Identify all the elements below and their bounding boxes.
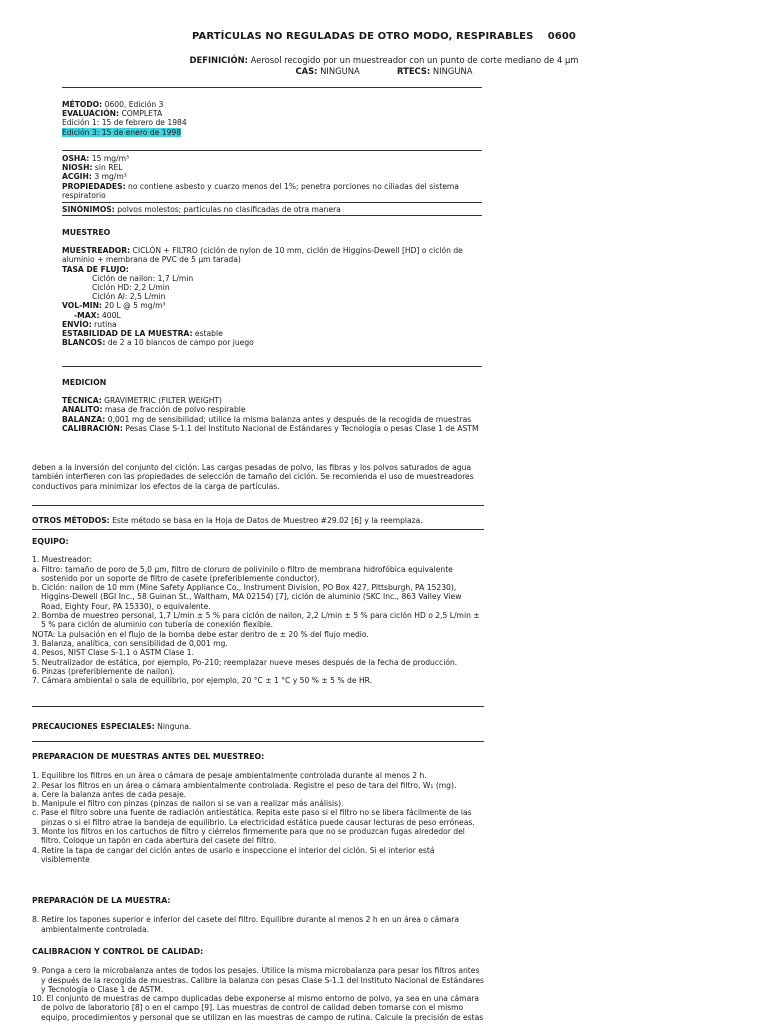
calibracion-label: CALIBRACIÓN: <box>62 423 123 433</box>
estabilidad-label: ESTABILIDAD DE LA MUESTRA: <box>62 329 193 339</box>
divider <box>32 529 484 530</box>
precauciones-value: Ninguna. <box>157 722 192 731</box>
osha-value: 15 mg/m³ <box>91 154 130 163</box>
calibration-block <box>32 947 484 1024</box>
balanza-label: BALANZA: <box>62 414 106 424</box>
tasa-item: Ciclón Al: 2,5 L/min <box>92 292 166 302</box>
exposure-limits-block <box>62 154 484 200</box>
envio-value: rutina <box>94 319 117 329</box>
divider <box>62 215 482 216</box>
rtecs-label: RTECS: <box>397 66 431 76</box>
prep-item: c. Pase el filtro sobre una fuente de radiación antiestática. Repita este paso si el filtro no se libera fácilmente de las pinzas o si el filtro atrae la bandeja de equilibrio. La electricidad estática puede causar lecturas de peso erróneas. <box>32 808 475 827</box>
volmax-label: -MAX: <box>74 310 100 320</box>
sinonimos-label: SINÓNIMOS: <box>62 205 115 214</box>
method-number: 0600 <box>547 31 576 42</box>
prep-item: 2. Pesar los filtros en un área o cámara ambientalmente controlada. Registre el peso de tara del filtro, W₁ (mg). <box>32 780 457 790</box>
propiedades-label: PROPIEDADES: <box>62 181 126 191</box>
edicion-1: Edición 1: 15 de febrero de 1984 <box>62 118 187 128</box>
niosh-value: sin REL <box>94 163 123 173</box>
tasa-label: TASA DE FLUJO: <box>62 264 129 274</box>
propiedades-value: no contiene asbesto y cuarzo menos del 1%; penetra porciones no ciliadas del sistema respiratorio <box>62 181 459 200</box>
divider <box>32 505 484 506</box>
equipo-item: 2. Bomba de muestreo personal, 1,7 L/min ± 5 % para ciclón de nailon, 2,2 L/min ± 5 % para ciclón HD o 2,5 L/min ± 5 % para ciclón de aluminio con tubería de conexión flexible. <box>32 611 480 630</box>
muestreador-value: CICLÓN + FILTRO (ciclón de nylon de 10 mm, ciclón de Higgins-Dewell [HD] o ciclón de aluminio + membrana de PVC de 5 µm tarada) <box>62 246 463 265</box>
edicion-3-highlighted: Edición 3: 15 de enero de 1998 <box>62 127 182 137</box>
other-methods-block <box>32 516 484 525</box>
osha-label: OSHA: <box>62 154 90 163</box>
calibracion-item: 9. Ponga a cero la microbalanza antes de todos los pesajes. Utilice la misma microbalanza para pesar los filtros antes y después de la recogida de muestras. Calibre la balanza con pesas Clase S-1.1 del Instituto Nacional de Estándares y Tecnología o Clase 1 de ASTM. <box>32 966 484 994</box>
estabilidad-value: estable <box>194 329 223 339</box>
calibracion-item: 10. El conjunto de muestras de campo duplicadas debe exponerse al mismo entorno de polvo, ya sea en una cámara de polvo de laboratorio [8] o en el campo [9]. Las muestras de control de calidad deben tomarse con el mismo equipo, procedimientos y personal que se utilizan en las muestras de campo de rutina. Calcule la precisión de estas <box>32 994 484 1022</box>
sampling-block <box>62 228 484 347</box>
sinonimos-value: polvos molestos; partículas no clasificadas de otra manera <box>117 205 341 214</box>
document-title <box>0 31 768 42</box>
analito-value: masa de fracción de polvo respirable <box>104 405 246 415</box>
cas-value: NINGUNA <box>320 66 360 76</box>
equipo-item: b. Ciclón: nailon de 10 mm (Mine Safety Appliance Co., Instrument Division, PO Box 427, Pittsburgh, PA 15230), Higgins-Dewell (BGI Inc., 58 Guinan St., Waltham, MA 02154) [7], ciclón de aluminio (SKC Inc., 863 Valley View Road, Eighty Four, PA 15330), o equivalente. <box>32 583 462 611</box>
divider <box>62 366 482 367</box>
title-text: PARTÍCULAS NO REGULADAS DE OTRO MODO, RESPIRABLES <box>192 31 534 42</box>
muestreador-label: MUESTREADOR: <box>62 246 131 256</box>
metodo-label: MÉTODO: <box>62 100 103 109</box>
synonyms-block <box>62 205 484 214</box>
prep-item: 4. Retire la tapa de cangar del ciclón antes de usarlo e inspeccione el interior del ciclón. Si el interior está visiblemente <box>32 845 435 864</box>
metodo-value: 0600, Edición 3 <box>104 100 164 109</box>
blancos-label: BLANCOS: <box>62 338 106 348</box>
tasa-item: Ciclón de nailon: 1,7 L/min <box>92 273 194 283</box>
prep-item: 1. Equilibre los filtros en un área o cámara de pesaje ambientalmente controlada durante al menos 2 h. <box>32 771 427 781</box>
envio-label: ENVÍO: <box>62 319 92 329</box>
acgih-value: 3 mg/m³ <box>94 172 127 182</box>
definition-line <box>0 55 768 65</box>
cas-rtecs-line <box>0 66 768 76</box>
blancos-value: de 2 a 10 blancos de campo por juego <box>107 338 254 348</box>
divider <box>32 706 484 707</box>
prep-item: b. Manipule el filtro con pinzas (pinzas de nailon si se van a realizar más análisis). <box>32 799 344 809</box>
tecnica-value: GRAVIMETRIC (FILTER WEIGHT) <box>104 396 223 406</box>
precauciones-label: PRECAUCIONES ESPECIALES: <box>32 722 155 731</box>
divider <box>32 741 484 742</box>
analito-label: ANALITO: <box>62 405 103 415</box>
prep-item: 3. Monte los filtros en los cartuchos de filtro y ciérrelos firmemente para que no se produzcan fugas alrededor del filtro. Coloque un tapón en cada abertura del casete del filtro. <box>32 827 465 846</box>
equipo-heading: EQUIPO: <box>32 537 69 546</box>
intro-text: deben a la inversión del conjunto del ciclón. Las cargas pesadas de polvo, las fibras y los polvos saturados de agua también interfieren con las propiedades de selección de tamaño del ciclón. Se recomienda el uso de muestreadores conductivos para minimizar los efectos de la carga de partículas. <box>32 463 474 491</box>
precautions-block <box>32 722 484 731</box>
evaluacion-value: COMPLETA <box>121 109 163 119</box>
equipo-item: 1. Muestreador: <box>32 555 92 565</box>
prep-antes-heading: PREPARACIÓN DE MUESTRAS ANTES DEL MUESTREO: <box>32 752 265 761</box>
definicion-label: DEFINICIÓN: <box>189 55 248 65</box>
tecnica-label: TÉCNICA: <box>62 396 102 406</box>
medicion-heading: MEDICIÓN <box>62 378 107 387</box>
acgih-label: ACGIH: <box>62 172 92 182</box>
tasa-item: Ciclón HD: 2,2 L/min <box>92 283 170 293</box>
equipo-item: 7. Cámara ambiental o sala de equilibrio, por ejemplo, 20 °C ± 1 °C y 50 % ± 5 % de HR. <box>32 676 373 686</box>
divider <box>62 87 482 88</box>
otros-label: OTROS MÉTODOS: <box>32 516 110 525</box>
equipo-item: 5. Neutralizador de estática, por ejemplo, Po-210; reemplazar nueve meses después de la fecha de producción. <box>32 657 458 667</box>
niosh-label: NIOSH: <box>62 163 93 173</box>
equipo-item: 3. Balanza, analítica, con sensibilidad de 0,001 mg. <box>32 638 228 648</box>
equipo-item: 6. Pinzas (preferiblemente de nailon). <box>32 666 175 676</box>
calibracion-heading: CALIBRACIÓN Y CONTROL DE CALIDAD: <box>32 947 204 956</box>
otros-value: Este método se basa en la Hoja de Datos de Muestreo #29.02 [6] y la reemplaza. <box>112 516 423 525</box>
intro-paragraph <box>32 463 484 491</box>
measurement-block <box>62 378 484 435</box>
equipo-item: 4. Pesos, NIST Clase S-1.1 o ASTM Clase 1. <box>32 648 195 658</box>
definicion-text: Aerosol recogido por un muestreador con un punto de corte mediano de 4 µm <box>250 55 579 65</box>
equipo-note: NOTA: La pulsación en el flujo de la bomba debe estar dentro de ± 20 % del flujo medio. <box>32 629 369 639</box>
sample-prep-block <box>32 896 484 934</box>
volmin-label: VOL-MIN: <box>62 301 102 311</box>
method-info-block <box>62 100 484 137</box>
equipment-block <box>32 537 484 685</box>
rtecs-value: NINGUNA <box>432 66 473 76</box>
prep-muestra-item: 8. Retire los tapones superior e inferior del casete del filtro. Equilibre durante al menos 2 h en un área o cámara ambientalmente controlada. <box>32 915 460 934</box>
pre-sampling-block <box>32 752 484 865</box>
evaluacion-label: EVALUACIÓN: <box>62 109 120 119</box>
volmin-value: 20 L @ 5 mg/m³ <box>104 301 166 311</box>
prep-muestra-heading: PREPARACIÓN DE LA MUESTRA: <box>32 896 171 905</box>
volmax-value: 400L <box>101 310 121 320</box>
divider <box>62 150 482 151</box>
cas-label: CAS: <box>295 66 318 76</box>
muestreo-heading: MUESTREO <box>62 228 111 237</box>
equipo-item: a. Filtro: tamaño de poro de 5,0 µm, filtro de cloruro de polivinilo o filtro de membrana hidrofóbica equivalente sostenido por un soporte de filtro de casete (preferiblemente conductor). <box>32 564 453 583</box>
calibracion-value: Pesas Clase S-1.1 del Instituto Nacional de Estándares y Tecnología o pesas Clase 1 de ASTM <box>125 423 479 433</box>
divider <box>62 202 482 203</box>
balanza-value: 0,001 mg de sensibilidad; utilice la misma balanza antes y después de la recogida de muestras <box>107 414 472 424</box>
prep-item: a. Cere la balanza antes de cada pesaje. <box>32 789 187 799</box>
